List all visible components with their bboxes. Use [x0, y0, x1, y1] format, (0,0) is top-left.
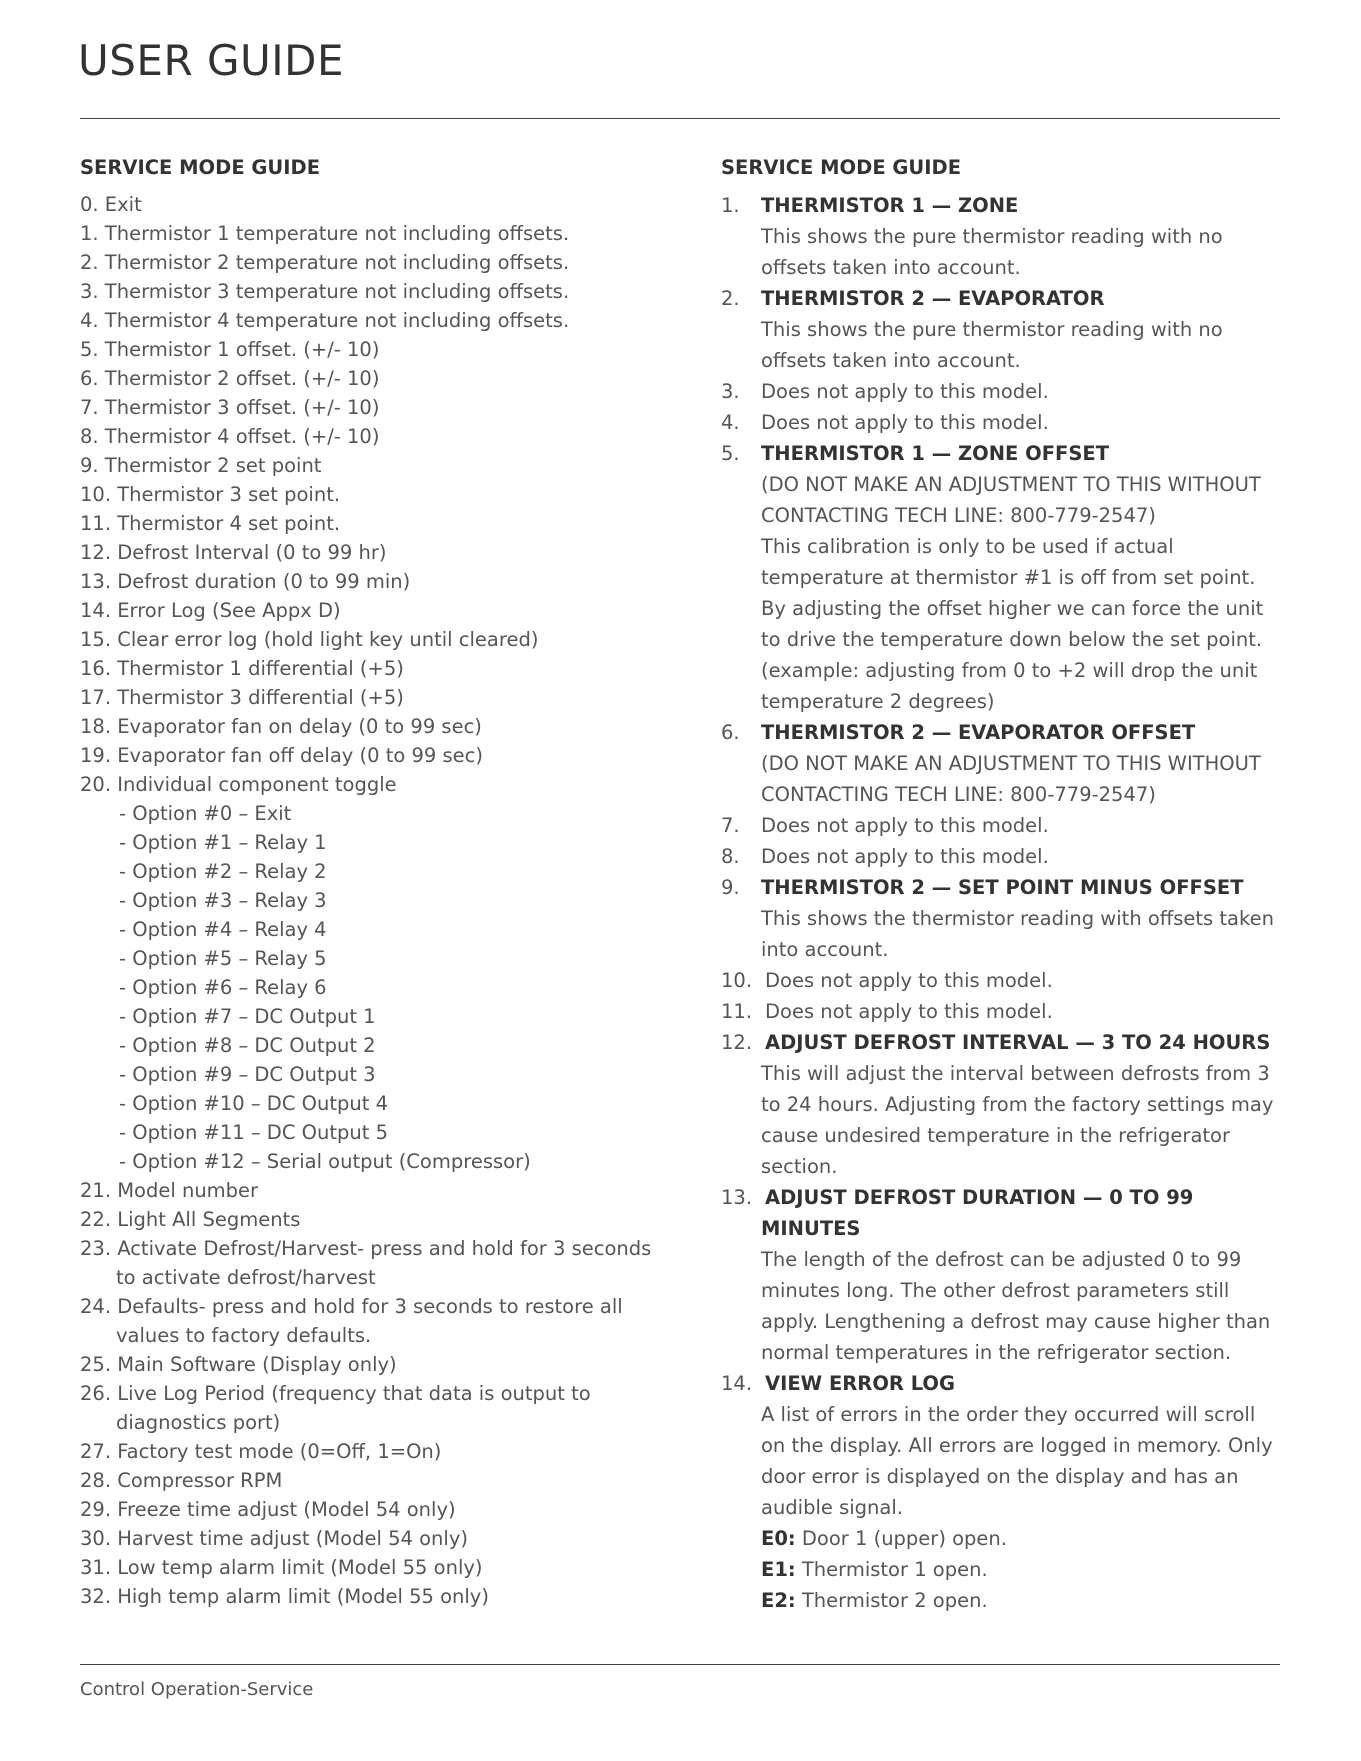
page-footer: Control Operation-Service — [80, 1679, 314, 1700]
error-code: E1: — [761, 1558, 796, 1581]
error-code-line — [761, 1523, 1281, 1554]
item-heading: ADJUST DEFROST DURATION — 0 TO 99 MINUTES — [761, 1186, 1194, 1240]
item-number: 3. — [721, 380, 740, 403]
list-item: 0. Exit — [80, 193, 142, 216]
error-code: E2: — [761, 1589, 796, 1612]
option-item: - Option #1 – Relay 1 — [119, 831, 327, 854]
list-item-line: 26. Live Log Period (frequency that data is output to — [80, 1382, 591, 1405]
item-heading: THERMISTOR 2 — SET POINT MINUS OFFSET — [761, 876, 1244, 899]
list-item: 18. Evaporator fan on delay (0 to 99 sec) — [80, 715, 482, 738]
option-item: - Option #2 – Relay 2 — [119, 860, 327, 883]
list-item: 2. Thermistor 2 temperature not including offsets. — [80, 251, 570, 274]
item-body: This shows the thermistor reading with offsets taken into account. — [761, 907, 1274, 961]
list-item: 16. Thermistor 1 differential (+5) — [80, 657, 404, 680]
detail-item — [721, 1368, 1281, 1616]
list-item: 21. Model number — [80, 1179, 259, 1202]
detail-item — [721, 810, 1281, 841]
list-item — [80, 1292, 670, 1350]
option-item: - Option #3 – Relay 3 — [119, 889, 327, 912]
list-item: 29. Freeze time adjust (Model 54 only) — [80, 1498, 456, 1521]
item-heading: THERMISTOR 2 — EVAPORATOR OFFSET — [761, 721, 1196, 744]
item-body: This shows the pure thermistor reading with no offsets taken into account. — [761, 225, 1223, 279]
option-item: - Option #8 – DC Output 2 — [119, 1034, 376, 1057]
item-number: 10. — [721, 969, 753, 992]
list-item: 12. Defrost Interval (0 to 99 hr) — [80, 541, 387, 564]
item-warning: (DO NOT MAKE AN ADJUSTMENT TO THIS WITHOUT CONTACTING TECH LINE: 800-779-2547) — [761, 473, 1261, 527]
section-heading: SERVICE MODE GUIDE — [721, 156, 962, 179]
list-item: 27. Factory test mode (0=Off, 1=On) — [80, 1440, 442, 1463]
service-mode-list — [80, 190, 670, 1611]
page-title: USER GUIDE — [78, 36, 345, 85]
list-item: 1. Thermistor 1 temperature not including offsets. — [80, 222, 570, 245]
detail-item — [721, 717, 1281, 810]
detail-item — [721, 407, 1281, 438]
list-item: 8. Thermistor 4 offset. (+/- 10) — [80, 425, 380, 448]
service-mode-details — [721, 190, 1281, 1616]
item-heading: VIEW ERROR LOG — [765, 1372, 956, 1395]
list-item — [80, 1379, 670, 1437]
list-item: 17. Thermistor 3 differential (+5) — [80, 686, 404, 709]
item-text: Does not apply to this model. — [761, 411, 1049, 434]
detail-item — [721, 872, 1281, 965]
option-item: - Option #4 – Relay 4 — [119, 918, 327, 941]
item-number: 5. — [721, 442, 740, 465]
list-item: 20. Individual component toggle — [80, 773, 397, 796]
item-number: 14. — [721, 1372, 753, 1395]
option-item: - Option #12 – Serial output (Compressor) — [119, 1150, 531, 1173]
error-description: Door 1 (upper) open. — [795, 1527, 1007, 1550]
option-item: - Option #5 – Relay 5 — [119, 947, 327, 970]
list-item-line: 23. Activate Defrost/Harvest- press and hold for 3 seconds — [80, 1237, 652, 1260]
item-number: 13. — [721, 1186, 753, 1209]
error-description: Thermistor 2 open. — [795, 1589, 988, 1612]
list-item: 25. Main Software (Display only) — [80, 1353, 397, 1376]
list-item: 10. Thermistor 3 set point. — [80, 483, 341, 506]
error-code-line — [761, 1585, 1281, 1616]
list-item: 22. Light All Segments — [80, 1208, 301, 1231]
item-heading: THERMISTOR 1 — ZONE — [761, 194, 1019, 217]
item-body: A list of errors in the order they occurred will scroll on the display. All errors are logged in memory. Only door error is displayed on the display and has an audible signal. — [761, 1403, 1273, 1519]
option-item: - Option #10 – DC Output 4 — [119, 1092, 388, 1115]
option-item: - Option #7 – DC Output 1 — [119, 1005, 376, 1028]
list-item: 6. Thermistor 2 offset. (+/- 10) — [80, 367, 380, 390]
detail-item — [721, 283, 1281, 376]
error-code: E0: — [761, 1527, 796, 1550]
list-item: 11. Thermistor 4 set point. — [80, 512, 341, 535]
list-item: 15. Clear error log (hold light key until cleared) — [80, 628, 539, 651]
list-item-line: 24. Defaults- press and hold for 3 seconds to restore all — [80, 1295, 623, 1318]
detail-item — [721, 438, 1281, 717]
list-item: 5. Thermistor 1 offset. (+/- 10) — [80, 338, 380, 361]
detail-item — [721, 965, 1281, 996]
item-number: 8. — [721, 845, 740, 868]
item-number: 4. — [721, 411, 740, 434]
item-number: 9. — [721, 876, 740, 899]
item-number: 1. — [721, 194, 740, 217]
item-heading: ADJUST DEFROST INTERVAL — 3 TO 24 HOURS — [765, 1031, 1271, 1054]
item-number: 12. — [721, 1031, 753, 1054]
item-body: This calibration is only to be used if actual temperature at thermistor #1 is off from set point. By adjusting the offset higher we can force the unit to drive the temperature down below the set point. (example: adjusting from 0 to +2 will drop the unit temperature 2 degrees) — [761, 535, 1264, 713]
list-item: 14. Error Log (See Appx D) — [80, 599, 341, 622]
list-item: 32. High temp alarm limit (Model 55 only) — [80, 1585, 489, 1608]
list-item: 3. Thermistor 3 temperature not including offsets. — [80, 280, 570, 303]
option-item: - Option #11 – DC Output 5 — [119, 1121, 388, 1144]
item-text: Does not apply to this model. — [765, 969, 1053, 992]
item-text: Does not apply to this model. — [761, 380, 1049, 403]
detail-item — [721, 841, 1281, 872]
list-item: 31. Low temp alarm limit (Model 55 only) — [80, 1556, 483, 1579]
item-body: This shows the pure thermistor reading with no offsets taken into account. — [761, 318, 1223, 372]
detail-item — [721, 1027, 1281, 1182]
list-item-continuation: diagnostics port) — [116, 1411, 281, 1434]
list-item: 19. Evaporator fan off delay (0 to 99 sec) — [80, 744, 483, 767]
item-text: Does not apply to this model. — [761, 814, 1049, 837]
footer-divider — [80, 1664, 1280, 1665]
list-item: 4. Thermistor 4 temperature not including offsets. — [80, 309, 570, 332]
item-heading: THERMISTOR 1 — ZONE OFFSET — [761, 442, 1110, 465]
list-item: 28. Compressor RPM — [80, 1469, 283, 1492]
option-item: - Option #0 – Exit — [119, 802, 292, 825]
item-heading: THERMISTOR 2 — EVAPORATOR — [761, 287, 1105, 310]
option-item: - Option #6 – Relay 6 — [119, 976, 327, 999]
detail-item — [721, 1182, 1281, 1368]
list-item: 13. Defrost duration (0 to 99 min) — [80, 570, 411, 593]
list-item — [80, 1234, 670, 1292]
item-text: Does not apply to this model. — [761, 845, 1049, 868]
item-body: The length of the defrost can be adjusted 0 to 99 minutes long. The other defrost parameters still apply. Lengthening a defrost may cause higher than normal temperatures in the refrigerator section. — [761, 1248, 1271, 1364]
item-body: This will adjust the interval between defrosts from 3 to 24 hours. Adjusting from the factory settings may cause undesired temperature in the refrigerator section. — [761, 1062, 1274, 1178]
item-number: 11. — [721, 1000, 753, 1023]
detail-item — [721, 190, 1281, 283]
right-column — [721, 156, 1281, 1616]
error-code-line — [761, 1554, 1281, 1585]
list-item: 9. Thermistor 2 set point — [80, 454, 322, 477]
error-description: Thermistor 1 open. — [795, 1558, 988, 1581]
item-warning: (DO NOT MAKE AN ADJUSTMENT TO THIS WITHOUT CONTACTING TECH LINE: 800-779-2547) — [761, 752, 1261, 806]
detail-item — [721, 996, 1281, 1027]
header-divider — [80, 118, 1280, 119]
item-number: 2. — [721, 287, 740, 310]
section-heading: SERVICE MODE GUIDE — [80, 156, 321, 179]
item-number: 7. — [721, 814, 740, 837]
item-text: Does not apply to this model. — [765, 1000, 1053, 1023]
list-item: 7. Thermistor 3 offset. (+/- 10) — [80, 396, 380, 419]
left-column — [80, 156, 670, 1611]
option-item: - Option #9 – DC Output 3 — [119, 1063, 376, 1086]
detail-item — [721, 376, 1281, 407]
list-item-continuation: to activate defrost/harvest — [116, 1266, 376, 1289]
list-item: 30. Harvest time adjust (Model 54 only) — [80, 1527, 468, 1550]
list-item-continuation: values to factory defaults. — [116, 1324, 372, 1347]
item-number: 6. — [721, 721, 740, 744]
